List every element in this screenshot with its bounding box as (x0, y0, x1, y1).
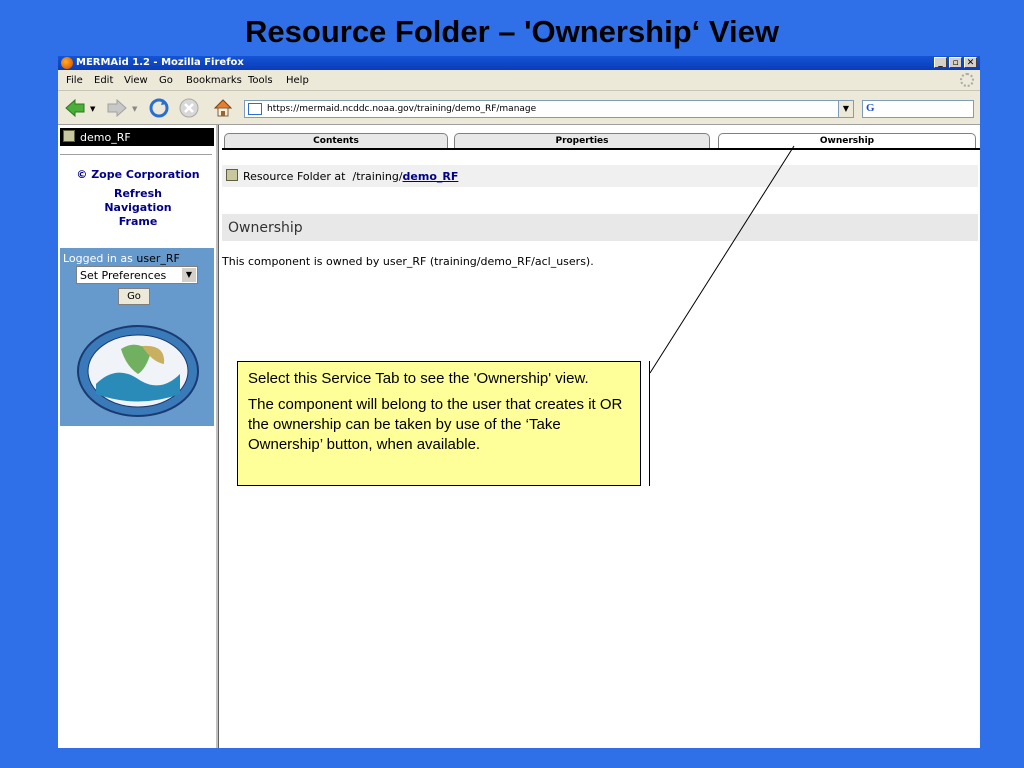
ncddc-seal-logo (76, 324, 200, 418)
folder-header[interactable] (60, 128, 214, 146)
address-dropdown-icon[interactable]: ▼ (838, 100, 854, 118)
menu-file[interactable]: File (66, 75, 83, 86)
menu-view[interactable]: View (124, 75, 148, 86)
tab-stripe (222, 150, 980, 156)
reload-icon[interactable] (148, 97, 170, 119)
close-button[interactable]: ✕ (964, 57, 977, 68)
tab-ownership[interactable]: Ownership (718, 133, 976, 148)
resource-path: /training/ (352, 170, 403, 183)
menu-edit[interactable]: Edit (94, 75, 114, 86)
folder-icon (63, 130, 75, 142)
menu-bookmarks[interactable]: Bookmarks (186, 75, 242, 86)
login-status (63, 252, 180, 265)
chevron-down-icon[interactable]: ▼ (182, 268, 196, 282)
firefox-icon (61, 57, 73, 69)
site-favicon-icon (248, 103, 262, 115)
callout-bracket (649, 361, 650, 486)
minimize-button[interactable]: _ (934, 57, 947, 68)
callout-line-2: The component will belong to the user that creates it OR the ownership can be taken by use of the ‘Take Ownership’ button, when available. (248, 396, 623, 453)
window-titlebar[interactable] (58, 56, 980, 70)
home-icon[interactable] (212, 97, 234, 119)
folder-name: demo_RF (80, 131, 131, 144)
resource-link[interactable]: demo_RF (402, 170, 459, 183)
back-dropdown-icon[interactable]: ▼ (90, 105, 96, 113)
stop-icon[interactable] (178, 97, 200, 119)
resource-prefix: Resource Folder at (243, 170, 346, 183)
refresh-navigation-link[interactable] (58, 187, 218, 229)
search-input[interactable] (862, 100, 974, 118)
refresh-line-1: Refresh (114, 187, 162, 200)
window-title: MERMAid 1.2 - Mozilla Firefox (76, 57, 244, 68)
zope-corporation-link[interactable]: © Zope Corporation (76, 168, 200, 181)
menu-help[interactable]: Help (286, 75, 309, 86)
search-engine-icon[interactable]: G (866, 102, 875, 114)
section-header (222, 214, 978, 241)
refresh-line-2: Navigation (104, 201, 172, 214)
logged-in-prefix: Logged in as (63, 252, 133, 265)
forward-dropdown-icon[interactable]: ▼ (132, 105, 138, 113)
section-title: Ownership (228, 220, 303, 236)
slide-title: Resource Folder – 'Ownership‘ View (245, 14, 779, 49)
preferences-select-value: Set Preferences (80, 269, 167, 282)
navigation-frame (58, 125, 219, 748)
resource-location-bar (222, 165, 978, 187)
menu-go[interactable]: Go (159, 75, 173, 86)
callout-line-1: Select this Service Tab to see the 'Ownership' view. (248, 370, 589, 387)
activity-throbber-icon (960, 73, 974, 87)
maximize-button[interactable]: ▫ (949, 57, 962, 68)
go-button[interactable]: Go (118, 288, 150, 305)
forward-icon[interactable] (106, 97, 128, 119)
folder-icon (226, 169, 238, 181)
refresh-line-3: Frame (118, 215, 158, 228)
callout-box (237, 361, 641, 486)
menu-bar (58, 70, 980, 91)
address-bar[interactable] (244, 100, 854, 118)
tab-properties[interactable]: Properties (454, 133, 710, 148)
logged-in-user: user_RF (136, 252, 180, 265)
menu-tools[interactable]: Tools (248, 75, 273, 86)
tab-contents[interactable]: Contents (224, 133, 448, 148)
url-text: https://mermaid.ncddc.noaa.gov/training/demo_RF/manage (267, 104, 537, 114)
navigation-toolbar (58, 91, 980, 125)
ownership-description: This component is owned by user_RF (training/demo_RF/acl_users). (222, 255, 594, 268)
preferences-select[interactable] (76, 266, 198, 284)
divider (60, 154, 212, 155)
login-panel (60, 248, 214, 426)
back-icon[interactable] (64, 97, 86, 119)
resource-location (243, 170, 458, 183)
